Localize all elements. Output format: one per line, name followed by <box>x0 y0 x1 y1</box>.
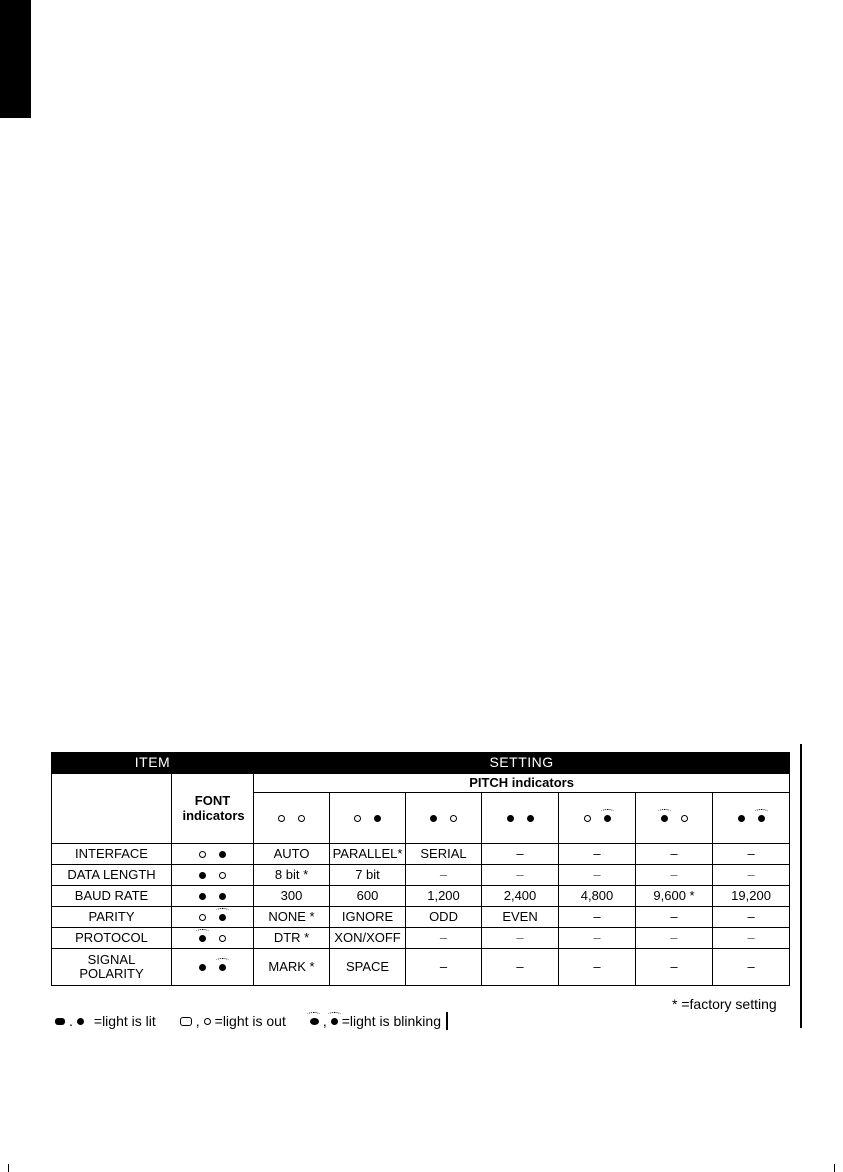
indicator-lit-icon <box>219 851 226 858</box>
item-name-cell: INTERFACE <box>52 844 172 865</box>
setting-value-cell: – <box>636 949 713 986</box>
setting-value-cell: – <box>559 844 636 865</box>
pitch-pattern-cell <box>482 793 559 844</box>
font-indicator-cell <box>172 886 254 907</box>
settings-table-body <box>52 844 790 986</box>
setting-value-cell: SPACE <box>330 949 406 986</box>
setting-value-cell: – <box>482 928 559 949</box>
setting-value-cell: – <box>406 865 482 886</box>
legend-lit-sep: . <box>69 1013 73 1029</box>
legend-lit <box>55 1013 156 1029</box>
legend-blink-text: =light is blinking <box>341 1013 441 1029</box>
setting-value-cell: 600 <box>330 886 406 907</box>
setting-value-cell: EVEN <box>482 907 559 928</box>
setting-value-cell: AUTO <box>254 844 330 865</box>
indicator-out-icon <box>681 815 688 822</box>
factory-setting-note: * =factory setting <box>672 996 777 1012</box>
setting-value-cell: – <box>636 844 713 865</box>
setting-value-cell: 8 bit * <box>254 865 330 886</box>
right-margin-rule <box>800 744 802 1028</box>
legend-out-sep: , <box>195 1013 200 1029</box>
pitch-pattern-indicator <box>507 815 534 822</box>
font-indicator-cell <box>172 844 254 865</box>
pitch-pattern-indicator <box>738 815 765 822</box>
pitch-pattern-cell <box>559 793 636 844</box>
page-corner-mark-left <box>8 1164 9 1172</box>
item-header: ITEM <box>52 753 254 774</box>
setting-value-cell: – <box>636 928 713 949</box>
pitch-pattern-cell <box>636 793 713 844</box>
setting-header: SETTING <box>254 753 790 774</box>
setting-value-cell: – <box>713 949 790 986</box>
indicator-lit-icon <box>527 815 534 822</box>
setting-value-cell: – <box>482 844 559 865</box>
setting-value-cell: NONE * <box>254 907 330 928</box>
indicator-blink-icon <box>661 815 668 822</box>
pitch-pattern-cell <box>713 793 790 844</box>
setting-value-cell: DTR * <box>254 928 330 949</box>
item-name-cell: BAUD RATE <box>52 886 172 907</box>
table-row <box>52 844 790 865</box>
setting-value-cell: – <box>713 907 790 928</box>
setting-value-cell: ODD <box>406 907 482 928</box>
indicator-out-icon <box>199 914 206 921</box>
page-corner-mark-right <box>834 1164 835 1172</box>
indicator-lit-icon <box>199 872 206 879</box>
setting-value-cell: – <box>559 907 636 928</box>
blank-corner-cell <box>52 774 172 844</box>
pitch-indicators-header: PITCH indicators <box>254 774 790 793</box>
legend-out <box>180 1013 286 1029</box>
indicator-blink-icon <box>199 935 206 942</box>
indicator-lit-icon <box>199 893 206 900</box>
setting-value-cell: IGNORE <box>330 907 406 928</box>
setting-value-cell: PARALLEL* <box>330 844 406 865</box>
indicator-out-icon <box>354 815 361 822</box>
setting-value-cell: – <box>482 865 559 886</box>
legend-lit-text: =light is lit <box>93 1013 156 1029</box>
setting-value-cell: MARK * <box>254 949 330 986</box>
item-name-cell: DATA LENGTH <box>52 865 172 886</box>
setting-value-cell: 2,400 <box>482 886 559 907</box>
legend-blink <box>310 1012 448 1030</box>
indicator-out-icon <box>278 815 285 822</box>
setting-value-cell: – <box>713 865 790 886</box>
indicator-lit-icon <box>738 815 745 822</box>
table-row <box>52 865 790 886</box>
out-small-icon <box>204 1018 211 1025</box>
font-indicator <box>199 964 226 971</box>
legend-out-text: =light is out <box>214 1013 286 1029</box>
indicator-lit-icon <box>219 893 226 900</box>
out-large-icon <box>180 1017 192 1026</box>
pitch-pattern-cell <box>330 793 406 844</box>
pitch-pattern-indicator <box>584 815 611 822</box>
legend-blink-sep: , <box>322 1013 327 1029</box>
lit-small-icon <box>77 1018 84 1025</box>
settings-table-wrapper <box>51 752 789 986</box>
table-row <box>52 928 790 949</box>
setting-value-cell: SERIAL <box>406 844 482 865</box>
setting-value-cell: 9,600 * <box>636 886 713 907</box>
item-name-cell: PARITY <box>52 907 172 928</box>
item-name-line: POLARITY <box>79 966 144 981</box>
setting-value-cell: – <box>713 844 790 865</box>
section-edge-tab <box>0 0 31 118</box>
setting-value-cell: – <box>559 928 636 949</box>
indicator-out-icon <box>584 815 591 822</box>
setting-value-cell: 1,200 <box>406 886 482 907</box>
pitch-pattern-cell <box>406 793 482 844</box>
font-indicator-cell <box>172 907 254 928</box>
settings-table <box>51 752 790 986</box>
indicator-out-icon <box>450 815 457 822</box>
setting-value-cell: – <box>559 949 636 986</box>
item-name-cell: PROTOCOL <box>52 928 172 949</box>
setting-value-cell: – <box>636 865 713 886</box>
setting-value-cell: 7 bit <box>330 865 406 886</box>
legend-end-bar <box>446 1012 448 1030</box>
indicator-out-icon <box>199 851 206 858</box>
indicator-out-icon <box>219 872 226 879</box>
indicator-lit-icon <box>430 815 437 822</box>
indicator-out-icon <box>219 935 226 942</box>
pitch-pattern-cell <box>254 793 330 844</box>
setting-value-cell: 4,800 <box>559 886 636 907</box>
table-row <box>52 907 790 928</box>
font-indicators-label: FONT indicators <box>182 793 245 823</box>
lit-large-icon <box>55 1018 65 1025</box>
indicator-blink-icon <box>219 914 226 921</box>
setting-value-cell: 300 <box>254 886 330 907</box>
setting-value-cell: – <box>559 865 636 886</box>
pitch-pattern-indicator <box>430 815 457 822</box>
setting-value-cell: – <box>636 907 713 928</box>
setting-value-cell: 19,200 <box>713 886 790 907</box>
indicator-out-icon <box>298 815 305 822</box>
setting-value-cell: – <box>482 949 559 986</box>
pitch-pattern-indicator <box>278 815 305 822</box>
indicator-blink-icon <box>758 815 765 822</box>
indicator-legend <box>55 1012 472 1030</box>
indicator-lit-icon <box>374 815 381 822</box>
font-indicators-header <box>172 774 254 844</box>
setting-value-cell: – <box>406 928 482 949</box>
blink-large-icon <box>310 1018 319 1025</box>
font-indicator-cell <box>172 949 254 986</box>
indicator-blink-icon <box>604 815 611 822</box>
font-indicator-cell <box>172 928 254 949</box>
table-row <box>52 886 790 907</box>
table-row <box>52 949 790 986</box>
setting-value-cell: XON/XOFF <box>330 928 406 949</box>
font-indicator <box>199 893 226 900</box>
indicator-lit-icon <box>199 964 206 971</box>
font-indicator <box>199 914 226 921</box>
font-indicator <box>199 872 226 879</box>
blink-small-icon <box>331 1018 338 1025</box>
font-indicator <box>199 935 226 942</box>
pitch-pattern-indicator <box>354 815 381 822</box>
indicator-blink-icon <box>219 964 226 971</box>
pitch-pattern-indicator <box>661 815 688 822</box>
item-name-line: SIGNAL <box>87 951 136 967</box>
font-indicator <box>199 851 226 858</box>
item-name-cell <box>52 949 172 986</box>
indicator-lit-icon <box>507 815 514 822</box>
font-indicator-cell <box>172 865 254 886</box>
item-name-stack <box>79 953 143 982</box>
setting-value-cell: – <box>406 949 482 986</box>
setting-value-cell: – <box>713 928 790 949</box>
